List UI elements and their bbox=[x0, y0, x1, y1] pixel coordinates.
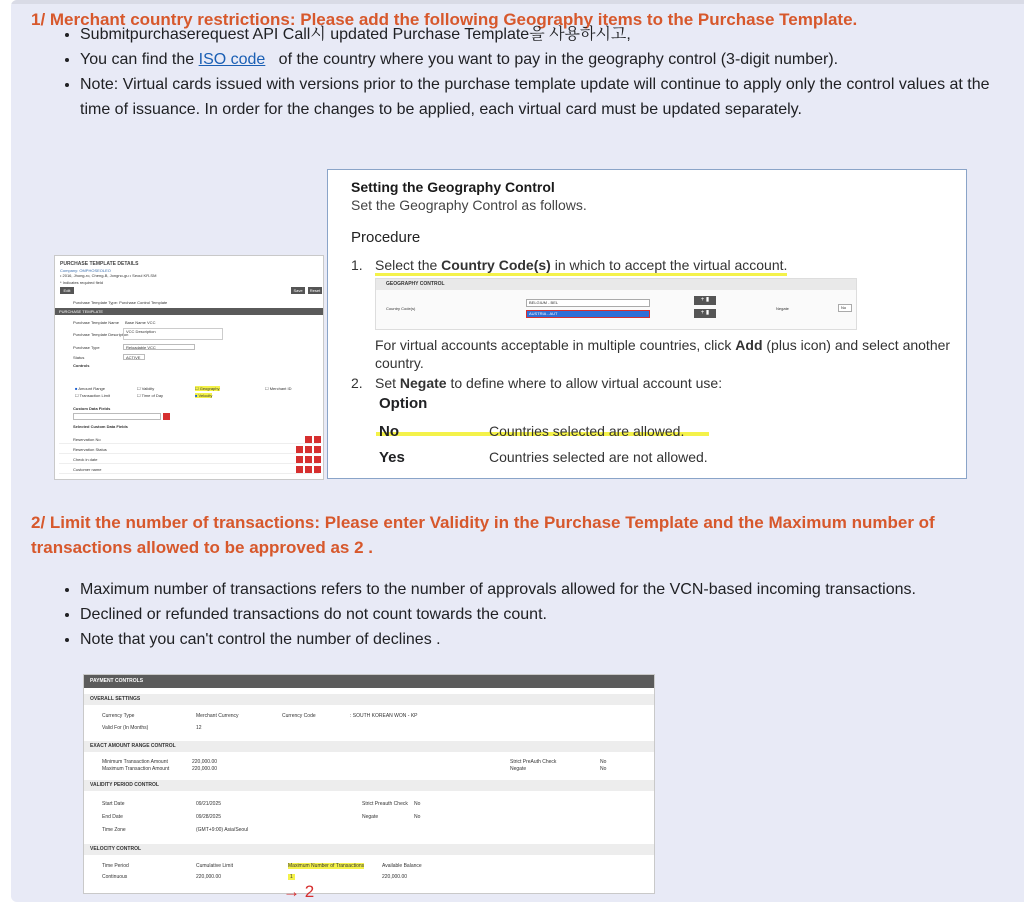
section1-bullets bbox=[80, 22, 1015, 122]
list-item: • Note: Virtual cards issued with versions prior to the purchase template update will continue to apply only the control values at the time of issuance. In order for the changes to be applied, each virtual card must be updated separately. bbox=[80, 72, 1015, 122]
field-label: Time Period bbox=[102, 863, 129, 869]
option-yes: Yes bbox=[379, 449, 405, 466]
list-item: • Note that you can't control the number of declines . bbox=[80, 627, 1015, 652]
section-header: OVERALL SETTINGS bbox=[84, 694, 654, 705]
table-row bbox=[59, 456, 319, 464]
section-header: VALIDITY PERIOD CONTROL bbox=[84, 780, 654, 791]
row-label: Purchase Type bbox=[73, 345, 100, 350]
section1-heading: 1/ Merchant country restrictions: Please add the following Geography items to the Purchase Template. bbox=[31, 10, 858, 29]
save-button[interactable]: Save bbox=[291, 287, 305, 294]
control-option-label: Time of Day bbox=[141, 393, 164, 398]
add-country-button[interactable]: + ▮ bbox=[694, 296, 716, 305]
country-select-2[interactable]: AUSTRIA - AUT bbox=[526, 310, 650, 318]
row-label: Purchase Template Description bbox=[73, 332, 129, 337]
bullet-text: of the country where you want to pay in the geography control (3-digit number). bbox=[278, 51, 839, 68]
field-value: (GMT+9:00) Asia/Seoul bbox=[196, 827, 249, 833]
field-label: Currency Type bbox=[102, 713, 135, 719]
row-action-button[interactable] bbox=[314, 456, 321, 463]
section-header: EXACT AMOUNT RANGE CONTROL bbox=[84, 741, 654, 752]
field-value: 220,000.00 bbox=[382, 874, 408, 880]
row-action-button[interactable] bbox=[305, 436, 312, 443]
step-text: Select the bbox=[375, 257, 442, 273]
field-value: : SOUTH KOREAN WON - KP bbox=[350, 713, 418, 719]
field-value: No bbox=[600, 759, 607, 765]
template-subtitle: Purchase Template Type: Purchase Control Template bbox=[73, 300, 168, 305]
step-text: Set bbox=[375, 375, 400, 391]
row-action-button[interactable] bbox=[314, 436, 321, 443]
procedure-title: Setting the Geography Control bbox=[351, 179, 555, 195]
max-transactions-label: Maximum Number of Transactions bbox=[288, 863, 365, 869]
row-action-button[interactable] bbox=[296, 446, 303, 453]
field-label: Strict PreAuth Check bbox=[510, 759, 557, 765]
option-no-desc: Countries selected are allowed. bbox=[489, 423, 685, 439]
note-bold: Add bbox=[735, 337, 763, 353]
control-option-geography[interactable]: ☐ Geography bbox=[195, 386, 220, 391]
geography-header: GEOGRAPHY CONTROL bbox=[376, 279, 856, 290]
step1-text bbox=[375, 257, 787, 276]
section2-heading: 2/ Limit the number of transactions: Please enter Validity in the Purchase Template and the Maximum number of transactions allowed to be approved as 2 . bbox=[31, 513, 935, 557]
step-bold: Country Code(s) bbox=[441, 257, 551, 273]
template-link: Company: OMPHOSEOLEO bbox=[60, 268, 111, 273]
section2-bullets bbox=[80, 577, 1015, 652]
bullet-text: You can find the bbox=[80, 51, 199, 68]
field-value: 220,000.00 bbox=[192, 766, 218, 772]
control-option-label: Velocity bbox=[198, 393, 213, 398]
row-action-button[interactable] bbox=[305, 456, 312, 463]
control-option-velocity[interactable]: ■ Velocity bbox=[195, 393, 213, 398]
row-action-button[interactable] bbox=[314, 466, 321, 473]
list-item: • Declined or refunded transactions do not count towards the count. bbox=[80, 602, 1015, 627]
field-value: 12 bbox=[196, 725, 202, 731]
edit-button[interactable]: Edit bbox=[60, 287, 74, 294]
procedure-screenshot bbox=[327, 169, 967, 479]
control-option-label: Validity bbox=[141, 386, 155, 391]
field-label: End Date bbox=[102, 814, 123, 820]
section-header: VELOCITY CONTROL bbox=[84, 844, 654, 855]
selected-fields-label: Selected Custom Data Fields bbox=[73, 424, 128, 429]
row-label: Customer name bbox=[73, 467, 102, 472]
country-code-label: Country Code(s) bbox=[386, 306, 416, 311]
step-number: 1. bbox=[351, 257, 363, 273]
step-text: in which to accept the virtual account. bbox=[550, 257, 788, 273]
control-option-label: Merchant ID bbox=[269, 386, 292, 391]
control-option[interactable]: ☐ Time of Day bbox=[137, 393, 164, 398]
geography-control-panel bbox=[375, 278, 857, 330]
field-label: Time Zone bbox=[102, 827, 126, 833]
row-action-button[interactable] bbox=[296, 466, 303, 473]
handwritten-annotation: → 2 bbox=[283, 882, 315, 901]
country-select-1[interactable]: BELGIUM - BEL bbox=[526, 299, 650, 307]
row-label: Check in date bbox=[73, 457, 98, 462]
row-value: VCC Description bbox=[126, 329, 156, 334]
purchase-type-select[interactable]: Reloadable VCC bbox=[123, 344, 195, 350]
step-text: to define where to allow virtual account use: bbox=[446, 375, 723, 391]
negate-select[interactable]: No bbox=[838, 304, 852, 312]
reset-button[interactable]: Reset bbox=[309, 288, 321, 293]
procedure-heading: Procedure bbox=[351, 229, 421, 246]
add-country-button[interactable]: + ▮ bbox=[694, 309, 716, 318]
row-label: Purchase Template Name bbox=[73, 320, 119, 325]
row-label: Reservation Status bbox=[73, 447, 107, 452]
content-panel bbox=[11, 0, 1024, 902]
field-value: No bbox=[600, 766, 607, 772]
payment-header: PAYMENT CONTROLS bbox=[84, 675, 654, 688]
field-value: 09/21/2025 bbox=[196, 801, 222, 807]
cut-line bbox=[11, 0, 1024, 4]
status-select[interactable]: ACTIVE bbox=[123, 354, 145, 360]
row-action-button[interactable] bbox=[314, 446, 321, 453]
row-action-button[interactable] bbox=[296, 456, 303, 463]
field-value: 09/28/2025 bbox=[196, 814, 222, 820]
negate-label: Negate bbox=[776, 306, 789, 311]
custom-fields-label: Custom Data Fields bbox=[73, 406, 111, 411]
add-field-button[interactable] bbox=[163, 413, 170, 420]
row-label: Reservation No bbox=[73, 437, 101, 442]
payment-controls-screenshot bbox=[83, 674, 655, 894]
option-yes-desc: Countries selected are not allowed. bbox=[489, 449, 708, 465]
description-field[interactable] bbox=[123, 328, 223, 340]
field-label: Maximum Transaction Amount bbox=[102, 766, 170, 772]
max-transactions-value: 1 bbox=[290, 874, 293, 880]
option-no: No bbox=[379, 423, 399, 440]
row-action-button[interactable] bbox=[305, 446, 312, 453]
iso-code-link[interactable]: ISO code bbox=[198, 51, 266, 68]
control-option[interactable]: ☐ Merchant ID bbox=[265, 386, 292, 391]
field-label: Start Date bbox=[102, 801, 125, 807]
field-label: Available Balance bbox=[382, 863, 422, 869]
control-option[interactable]: ☐ Validity bbox=[137, 386, 155, 391]
row-value: Base Name VCC bbox=[125, 320, 156, 325]
control-option-label: Transaction Limit bbox=[79, 393, 110, 398]
table-row bbox=[59, 466, 319, 474]
field-label: Cumulative Limit bbox=[196, 863, 233, 869]
control-option-label: Geography bbox=[199, 386, 220, 391]
control-option-label: Amount Range bbox=[78, 386, 105, 391]
control-option[interactable]: ☐ Transaction Limit bbox=[75, 393, 110, 398]
field-value: No bbox=[414, 801, 421, 807]
step-bold: Negate bbox=[399, 375, 447, 391]
row-action-button[interactable] bbox=[305, 466, 312, 473]
template-title: PURCHASE TEMPLATE DETAILS bbox=[60, 261, 139, 267]
field-value: Continuous bbox=[102, 874, 128, 880]
custom-fields-select[interactable] bbox=[73, 413, 161, 420]
field-label: Negate bbox=[510, 766, 527, 772]
step2-text bbox=[375, 375, 722, 391]
list-item: • Submitpurchaserequest API Call시 updated Purchase Template을 사용하시고, bbox=[80, 22, 1015, 47]
field-value: 220,000.00 bbox=[192, 759, 218, 765]
note-text: For virtual accounts acceptable in multiple countries, click bbox=[375, 337, 736, 353]
step-number: 2. bbox=[351, 375, 363, 391]
template-tab-bar: PURCHASE TEMPLATE bbox=[55, 308, 323, 315]
template-meta: • 2016, Jhong-ro, Cheng-B, Jongno-gu • Seoul KR-SM bbox=[60, 273, 157, 278]
field-value: 220,000.00 bbox=[196, 874, 222, 880]
table-row bbox=[59, 436, 319, 444]
procedure-subtitle: Set the Geography Control as follows. bbox=[351, 197, 587, 213]
option-heading: Option bbox=[379, 395, 428, 412]
list-item: • Maximum number of transactions refers to the number of approvals allowed for the VCN-based incoming transactions. bbox=[80, 577, 1015, 602]
field-value: No bbox=[414, 814, 421, 820]
field-label: Negate bbox=[362, 814, 379, 820]
row-label: Status bbox=[73, 355, 85, 360]
controls-label: Controls bbox=[73, 363, 90, 368]
field-label: Strict Preauth Check bbox=[362, 801, 408, 807]
template-meta: * Indicates required field bbox=[60, 280, 103, 285]
field-label: Minimum Transaction Amount bbox=[102, 759, 168, 765]
step1-note bbox=[375, 336, 965, 372]
control-option[interactable]: ■ Amount Range bbox=[75, 386, 105, 391]
field-label: Valid For (In Months) bbox=[102, 725, 149, 731]
table-row bbox=[59, 446, 319, 454]
list-item bbox=[80, 47, 1015, 72]
note-text: (plus icon) and select another country. bbox=[375, 337, 951, 371]
field-label: Currency Code bbox=[282, 713, 316, 719]
field-value: Merchant Currency bbox=[196, 713, 239, 719]
purchase-template-screenshot bbox=[54, 255, 324, 480]
